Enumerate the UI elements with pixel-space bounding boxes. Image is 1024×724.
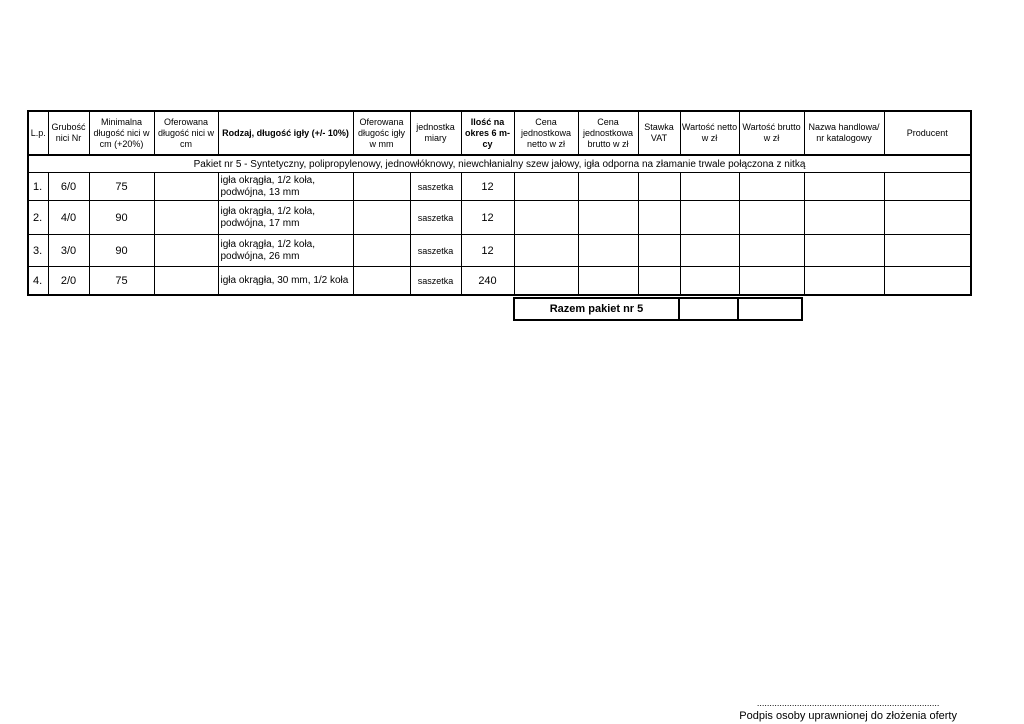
cell-lp: 4. bbox=[28, 267, 48, 296]
cell-nazwa[interactable] bbox=[804, 267, 884, 296]
cell-wartosc-brutto[interactable] bbox=[739, 267, 804, 296]
cell-wartosc-brutto[interactable] bbox=[739, 173, 804, 201]
header-ilosc: Ilość na okres 6 m-cy bbox=[461, 111, 514, 155]
cell-igla: igła okrągła, 30 mm, 1/2 koła bbox=[218, 267, 353, 296]
cell-cena-netto[interactable] bbox=[514, 173, 578, 201]
cell-cena-brutto[interactable] bbox=[578, 235, 638, 267]
cell-vat[interactable] bbox=[638, 173, 680, 201]
header-wartosc-netto: Wartość netto w zł bbox=[680, 111, 739, 155]
header-cena-netto: Cena jednostkowa netto w zł bbox=[514, 111, 578, 155]
summary-row bbox=[514, 298, 802, 320]
header-oferowana-igla: Oferowana długośc igły w mm bbox=[353, 111, 410, 155]
cell-ilosc: 12 bbox=[461, 201, 514, 235]
cell-min-dlugosc: 90 bbox=[89, 201, 154, 235]
table-row bbox=[28, 235, 971, 267]
cell-oferowana-igla[interactable] bbox=[353, 267, 410, 296]
header-lp: L.p. bbox=[28, 111, 48, 155]
cell-lp: 2. bbox=[28, 201, 48, 235]
cell-cena-brutto[interactable] bbox=[578, 201, 638, 235]
cell-oferowana-igla[interactable] bbox=[353, 201, 410, 235]
summary-label: Razem pakiet nr 5 bbox=[514, 298, 679, 320]
cell-vat[interactable] bbox=[638, 267, 680, 296]
cell-jednostka: saszetka bbox=[410, 201, 461, 235]
summary-table bbox=[513, 297, 803, 321]
cell-oferowana-igla[interactable] bbox=[353, 235, 410, 267]
header-jednostka: jednostka miary bbox=[410, 111, 461, 155]
cell-wartosc-netto[interactable] bbox=[680, 267, 739, 296]
cell-wartosc-brutto[interactable] bbox=[739, 201, 804, 235]
cell-wartosc-netto[interactable] bbox=[680, 173, 739, 201]
cell-jednostka: saszetka bbox=[410, 267, 461, 296]
table-row bbox=[28, 201, 971, 235]
cell-grubosc: 2/0 bbox=[48, 267, 89, 296]
cell-igla: igła okrągła, 1/2 koła, podwójna, 26 mm bbox=[218, 235, 353, 267]
package-title-row bbox=[28, 155, 971, 173]
header-cena-brutto: Cena jednostkowa brutto w zł bbox=[578, 111, 638, 155]
table-row bbox=[28, 173, 971, 201]
cell-ilosc: 12 bbox=[461, 235, 514, 267]
cell-grubosc: 6/0 bbox=[48, 173, 89, 201]
cell-igla: igła okrągła, 1/2 koła, podwójna, 13 mm bbox=[218, 173, 353, 201]
cell-igla: igła okrągła, 1/2 koła, podwójna, 17 mm bbox=[218, 201, 353, 235]
cell-oferowana-dlugosc[interactable] bbox=[154, 267, 218, 296]
signature-block bbox=[739, 697, 957, 723]
cell-oferowana-dlugosc[interactable] bbox=[154, 235, 218, 267]
table-row bbox=[28, 267, 971, 296]
cell-min-dlugosc: 90 bbox=[89, 235, 154, 267]
header-grubosc: Grubość nici Nr bbox=[48, 111, 89, 155]
cell-grubosc: 3/0 bbox=[48, 235, 89, 267]
cell-cena-brutto[interactable] bbox=[578, 267, 638, 296]
cell-wartosc-netto[interactable] bbox=[680, 201, 739, 235]
table-header-row bbox=[28, 111, 971, 155]
cell-cena-netto[interactable] bbox=[514, 235, 578, 267]
header-vat: Stawka VAT bbox=[638, 111, 680, 155]
cell-cena-netto[interactable] bbox=[514, 201, 578, 235]
cell-nazwa[interactable] bbox=[804, 201, 884, 235]
cell-jednostka: saszetka bbox=[410, 235, 461, 267]
cell-cena-brutto[interactable] bbox=[578, 173, 638, 201]
cell-producent[interactable] bbox=[884, 235, 971, 267]
header-oferowana-dlugosc: Oferowana długość nici w cm bbox=[154, 111, 218, 155]
header-nazwa: Nazwa handlowa/ nr katalogowy bbox=[804, 111, 884, 155]
cell-oferowana-dlugosc[interactable] bbox=[154, 173, 218, 201]
signature-line: ......................................................................... bbox=[756, 698, 940, 708]
cell-producent[interactable] bbox=[884, 267, 971, 296]
cell-min-dlugosc: 75 bbox=[89, 267, 154, 296]
package-title: Pakiet nr 5 - Syntetyczny, polipropylenowy, jednowłóknowy, niewchłanialny szew jałowy, igła odporna na złamanie trwale połączona z nitką bbox=[28, 155, 971, 173]
cell-jednostka: saszetka bbox=[410, 173, 461, 201]
summary-wartosc-brutto[interactable] bbox=[738, 298, 802, 320]
offer-table bbox=[27, 110, 972, 296]
cell-wartosc-netto[interactable] bbox=[680, 235, 739, 267]
header-rodzaj-igly: Rodzaj, długość igły (+/- 10%) bbox=[218, 111, 353, 155]
cell-nazwa[interactable] bbox=[804, 235, 884, 267]
header-producent: Producent bbox=[884, 111, 971, 155]
cell-min-dlugosc: 75 bbox=[89, 173, 154, 201]
cell-lp: 3. bbox=[28, 235, 48, 267]
summary-wartosc-netto[interactable] bbox=[679, 298, 738, 320]
cell-lp: 1. bbox=[28, 173, 48, 201]
cell-wartosc-brutto[interactable] bbox=[739, 235, 804, 267]
cell-cena-netto[interactable] bbox=[514, 267, 578, 296]
header-wartosc-brutto: Wartość brutto w zł bbox=[739, 111, 804, 155]
cell-ilosc: 240 bbox=[461, 267, 514, 296]
cell-oferowana-igla[interactable] bbox=[353, 173, 410, 201]
header-min-dlugosc: Minimalna długość nici w cm (+20%) bbox=[89, 111, 154, 155]
cell-ilosc: 12 bbox=[461, 173, 514, 201]
cell-nazwa[interactable] bbox=[804, 173, 884, 201]
cell-producent[interactable] bbox=[884, 173, 971, 201]
signature-label: Podpis osoby uprawnionej do złożenia oferty bbox=[739, 710, 957, 722]
cell-oferowana-dlugosc[interactable] bbox=[154, 201, 218, 235]
cell-vat[interactable] bbox=[638, 235, 680, 267]
cell-producent[interactable] bbox=[884, 201, 971, 235]
cell-grubosc: 4/0 bbox=[48, 201, 89, 235]
cell-vat[interactable] bbox=[638, 201, 680, 235]
